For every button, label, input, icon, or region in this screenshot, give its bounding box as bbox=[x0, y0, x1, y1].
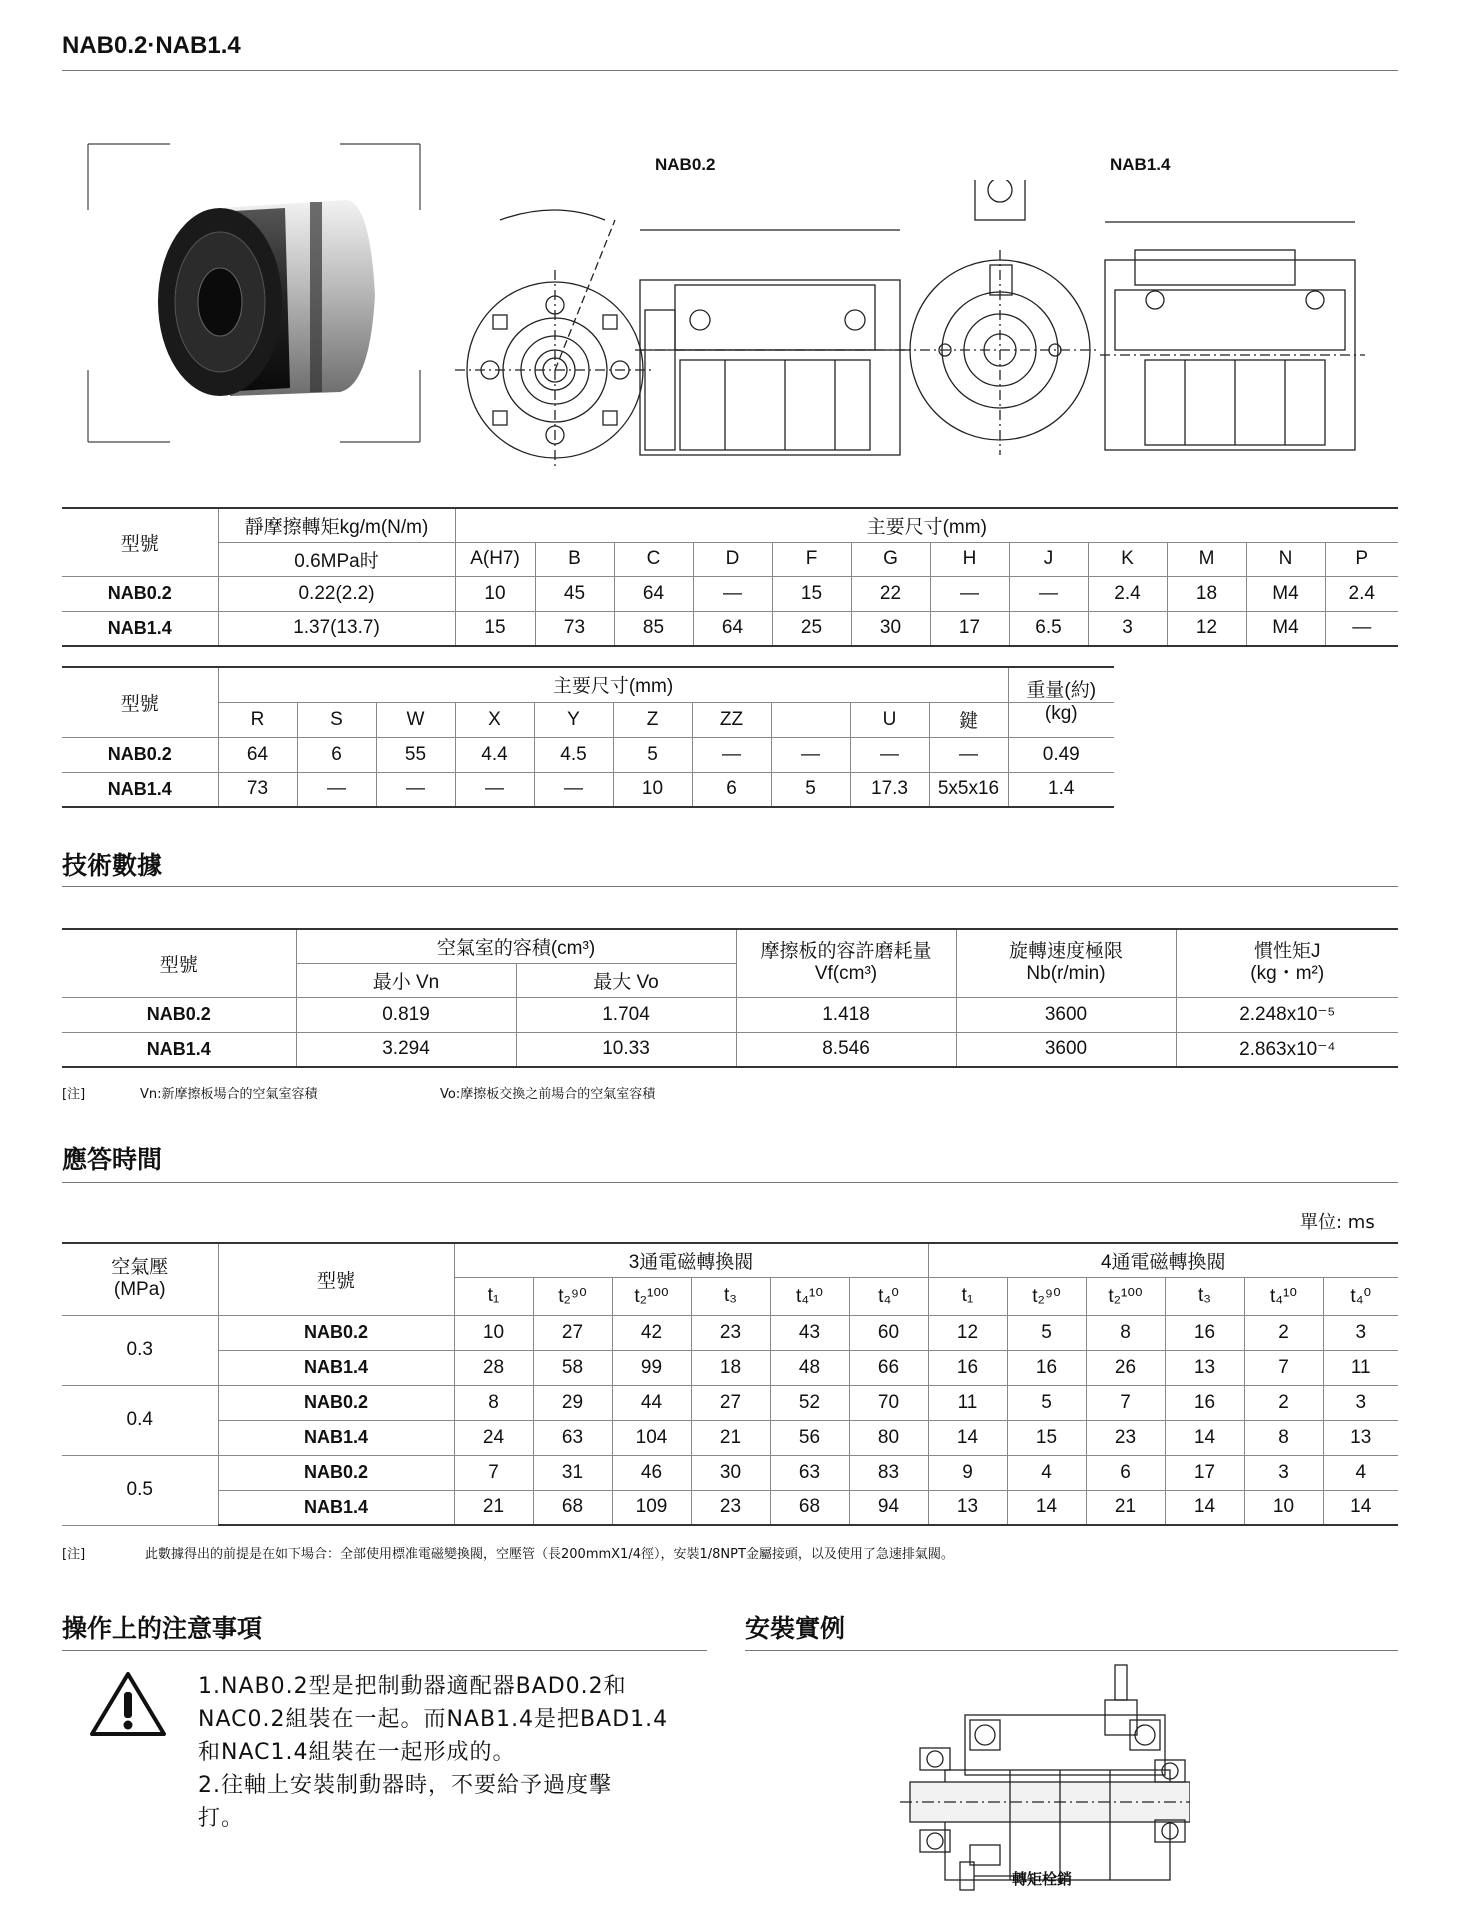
table-cell: 60 bbox=[849, 1315, 928, 1350]
column-header: U bbox=[850, 702, 929, 737]
table-cell: 14 bbox=[1007, 1490, 1086, 1525]
column-header: X bbox=[455, 702, 534, 737]
table-row bbox=[62, 997, 1398, 1032]
drawing-label-nab02: NAB0.2 bbox=[655, 155, 716, 174]
column-header: R bbox=[218, 702, 297, 737]
model-cell: NAB1.4 bbox=[218, 1350, 454, 1385]
column-header: W bbox=[376, 702, 455, 737]
table-cell: 99 bbox=[612, 1350, 691, 1385]
header-main-dims: 主要尺寸(mm) bbox=[218, 667, 1008, 702]
model-cell: NAB0.2 bbox=[62, 576, 218, 611]
table-cell: 30 bbox=[851, 611, 930, 646]
table-cell: 4 bbox=[1323, 1455, 1398, 1490]
section-divider bbox=[62, 1650, 707, 1651]
section-divider bbox=[62, 1182, 1398, 1183]
model-cell: NAB1.4 bbox=[62, 772, 218, 807]
table-cell: — bbox=[1325, 611, 1398, 646]
table-cell: — bbox=[1009, 576, 1088, 611]
header-4way-valve: 4通電磁轉換閥 bbox=[928, 1243, 1398, 1277]
table-cell: 4 bbox=[1007, 1455, 1086, 1490]
table-cell: — bbox=[693, 576, 772, 611]
table-cell: 27 bbox=[691, 1385, 770, 1420]
table-cell: 10 bbox=[455, 576, 535, 611]
column-header: ZZ bbox=[692, 702, 771, 737]
table-cell: 21 bbox=[691, 1420, 770, 1455]
column-header: t₁ bbox=[928, 1277, 1007, 1315]
table-cell: — bbox=[297, 772, 376, 807]
table-cell: 48 bbox=[770, 1350, 849, 1385]
title-divider bbox=[62, 70, 1398, 71]
table-cell: 14 bbox=[1165, 1490, 1244, 1525]
table-cell: — bbox=[692, 737, 771, 772]
tech-data-table bbox=[62, 928, 1398, 1068]
header-inertia bbox=[1176, 929, 1398, 997]
table-cell: 23 bbox=[691, 1490, 770, 1525]
column-header: J bbox=[1009, 542, 1088, 576]
table-cell: 46 bbox=[612, 1455, 691, 1490]
model-cell: NAB0.2 bbox=[62, 737, 218, 772]
table-row bbox=[62, 1032, 1398, 1067]
table-cell: 7 bbox=[1244, 1350, 1323, 1385]
model-cell: NAB1.4 bbox=[218, 1490, 454, 1525]
table-cell: 68 bbox=[770, 1490, 849, 1525]
table-cell: — bbox=[930, 576, 1009, 611]
pressure-cell: 0.5 bbox=[62, 1455, 218, 1525]
table-cell: 64 bbox=[693, 611, 772, 646]
table-cell: 58 bbox=[533, 1350, 612, 1385]
table-cell: 3600 bbox=[956, 1032, 1176, 1067]
table-cell: 7 bbox=[454, 1455, 533, 1490]
table-cell: 3 bbox=[1088, 611, 1167, 646]
table-cell: — bbox=[850, 737, 929, 772]
table-cell: 15 bbox=[455, 611, 535, 646]
model-cell: NAB1.4 bbox=[62, 1032, 296, 1067]
header-main-dims: 主要尺寸(mm) bbox=[455, 508, 1398, 542]
table-cell: 42 bbox=[612, 1315, 691, 1350]
table-cell: — bbox=[376, 772, 455, 807]
table-cell: 70 bbox=[849, 1385, 928, 1420]
table-cell: 1.418 bbox=[736, 997, 956, 1032]
header-torque: 靜摩擦轉矩kg/m(N/m) bbox=[218, 508, 455, 542]
note-vn: Vn:新摩擦板場合的空氣室容積 bbox=[140, 1087, 318, 1102]
column-header: 鍵 bbox=[929, 702, 1008, 737]
table-cell: 4.4 bbox=[455, 737, 534, 772]
table-cell: 24 bbox=[454, 1420, 533, 1455]
table-cell: 14 bbox=[928, 1420, 1007, 1455]
table-cell: 55 bbox=[376, 737, 455, 772]
column-header: t₄⁰ bbox=[849, 1277, 928, 1315]
column-header: t₂¹⁰⁰ bbox=[1086, 1277, 1165, 1315]
column-header: G bbox=[851, 542, 930, 576]
table-cell: 64 bbox=[614, 576, 693, 611]
dimension-table-2 bbox=[62, 666, 1114, 808]
table-cell: 1.704 bbox=[516, 997, 736, 1032]
column-header: H bbox=[930, 542, 1009, 576]
torque-cell: 1.37(13.7) bbox=[218, 611, 455, 646]
table-row bbox=[62, 1490, 1398, 1525]
table-cell: — bbox=[534, 772, 613, 807]
table-cell: 56 bbox=[770, 1420, 849, 1455]
table-cell: 28 bbox=[454, 1350, 533, 1385]
weight-cell: 0.49 bbox=[1008, 737, 1114, 772]
header-pressure bbox=[62, 1243, 218, 1315]
model-cell: NAB1.4 bbox=[62, 611, 218, 646]
table-cell: 2.863x10⁻⁴ bbox=[1176, 1032, 1398, 1067]
table-cell: 13 bbox=[1165, 1350, 1244, 1385]
table-cell: M4 bbox=[1246, 576, 1325, 611]
table-cell: 63 bbox=[770, 1455, 849, 1490]
table-row bbox=[62, 772, 1114, 807]
column-header: t₄¹⁰ bbox=[1244, 1277, 1323, 1315]
table-cell: 3 bbox=[1244, 1455, 1323, 1490]
table-cell: 31 bbox=[533, 1455, 612, 1490]
technical-drawing bbox=[455, 180, 1415, 470]
column-header: t₂⁹⁰ bbox=[533, 1277, 612, 1315]
table-cell: 45 bbox=[535, 576, 614, 611]
table-cell: 2 bbox=[1244, 1315, 1323, 1350]
table-cell: — bbox=[455, 772, 534, 807]
column-header: S bbox=[297, 702, 376, 737]
table-cell: 5x5x16 bbox=[929, 772, 1008, 807]
table-cell: 52 bbox=[770, 1385, 849, 1420]
table-cell: 2.248x10⁻⁵ bbox=[1176, 997, 1398, 1032]
column-header: t₃ bbox=[1165, 1277, 1244, 1315]
note-tag: [注] bbox=[62, 1087, 86, 1102]
table-cell: 80 bbox=[849, 1420, 928, 1455]
table-cell: 18 bbox=[1167, 576, 1246, 611]
table-cell: 104 bbox=[612, 1420, 691, 1455]
table-row bbox=[62, 611, 1398, 646]
table-cell: 17 bbox=[1165, 1455, 1244, 1490]
header-model: 型號 bbox=[62, 508, 218, 576]
table-cell: 23 bbox=[1086, 1420, 1165, 1455]
table-cell: 14 bbox=[1323, 1490, 1398, 1525]
column-header: A(H7) bbox=[455, 542, 535, 576]
table-cell: 44 bbox=[612, 1385, 691, 1420]
table-cell: 5 bbox=[771, 772, 850, 807]
table-cell: — bbox=[771, 737, 850, 772]
column-header: t₂¹⁰⁰ bbox=[612, 1277, 691, 1315]
column-header: t₃ bbox=[691, 1277, 770, 1315]
table-row bbox=[62, 1385, 1398, 1420]
table-cell: 8 bbox=[1244, 1420, 1323, 1455]
table-cell: 3 bbox=[1323, 1385, 1398, 1420]
section-title-install: 安裝實例 bbox=[745, 1614, 846, 1643]
table-cell: 17 bbox=[930, 611, 1009, 646]
header-wear-line2: Vf(cm³) bbox=[814, 963, 878, 985]
table-cell: M4 bbox=[1246, 611, 1325, 646]
column-header: B bbox=[535, 542, 614, 576]
table-row bbox=[62, 1455, 1398, 1490]
table-cell: 26 bbox=[1086, 1350, 1165, 1385]
table-cell: 13 bbox=[928, 1490, 1007, 1525]
header-model: 型號 bbox=[218, 1243, 454, 1315]
table-cell: 7 bbox=[1086, 1385, 1165, 1420]
note-vo: Vo:摩擦板交換之前場合的空氣室容積 bbox=[440, 1087, 656, 1102]
table-cell: 12 bbox=[928, 1315, 1007, 1350]
table-row bbox=[62, 1350, 1398, 1385]
response-time-table bbox=[62, 1242, 1398, 1526]
table-cell: 21 bbox=[454, 1490, 533, 1525]
header-speed-line2: Nb(r/min) bbox=[1026, 963, 1106, 985]
column-header: P bbox=[1325, 542, 1398, 576]
drawing-label-nab14: NAB1.4 bbox=[1110, 155, 1171, 174]
column-header: F bbox=[772, 542, 851, 576]
section-title-caution: 操作上的注意事項 bbox=[62, 1614, 263, 1643]
table-cell: 2.4 bbox=[1325, 576, 1398, 611]
table-cell: 63 bbox=[533, 1420, 612, 1455]
column-header: M bbox=[1167, 542, 1246, 576]
table-cell: 6.5 bbox=[1009, 611, 1088, 646]
table-cell: 13 bbox=[1323, 1420, 1398, 1455]
column-header: K bbox=[1088, 542, 1167, 576]
column-header: C bbox=[614, 542, 693, 576]
unit-label: 單位: ms bbox=[1300, 1212, 1375, 1233]
section-divider bbox=[745, 1650, 1398, 1651]
caution-text bbox=[198, 1670, 668, 1835]
header-air-volume: 空氣室的容積(cm³) bbox=[296, 929, 736, 963]
table-cell: 23 bbox=[691, 1315, 770, 1350]
table-cell: 68 bbox=[533, 1490, 612, 1525]
model-cell: NAB0.2 bbox=[62, 997, 296, 1032]
table-cell: 5 bbox=[1007, 1315, 1086, 1350]
caution-line: 和NAC1.4組裝在一起形成的。 bbox=[198, 1740, 516, 1765]
product-photo bbox=[80, 130, 430, 450]
header-wear-line1: 摩擦板的容許磨耗量 bbox=[760, 941, 932, 963]
table-row bbox=[62, 1315, 1398, 1350]
table-cell: 6 bbox=[692, 772, 771, 807]
table-cell: 10 bbox=[1244, 1490, 1323, 1525]
table-cell: 22 bbox=[851, 576, 930, 611]
table-cell: 6 bbox=[1086, 1455, 1165, 1490]
caution-line: 2.往軸上安裝制動器時，不要給予過度擊 bbox=[198, 1773, 612, 1798]
header-max: 最大 Vo bbox=[516, 963, 736, 997]
table-cell: 85 bbox=[614, 611, 693, 646]
table-cell: 16 bbox=[1165, 1385, 1244, 1420]
table-cell: 8 bbox=[1086, 1315, 1165, 1350]
table-cell: 3.294 bbox=[296, 1032, 516, 1067]
header-model: 型號 bbox=[62, 929, 296, 997]
table-cell: 73 bbox=[535, 611, 614, 646]
response-note: 此數據得出的前提是在如下場合：全部使用標准電磁變換閥，空壓管（長200mmX1/4徑），安裝1/8NPT金屬接頭，以及使用了急速排氣閥。 bbox=[145, 1547, 954, 1562]
table-cell: 17.3 bbox=[850, 772, 929, 807]
header-model: 型號 bbox=[62, 667, 218, 737]
header-speed-line1: 旋轉速度極限 bbox=[1008, 941, 1123, 963]
torque-pressure: 0.6MPa时 bbox=[218, 542, 455, 576]
page-title: NAB0.2·NAB1.4 bbox=[62, 32, 241, 59]
header-speed bbox=[956, 929, 1176, 997]
table-cell: 66 bbox=[849, 1350, 928, 1385]
table-cell: 3600 bbox=[956, 997, 1176, 1032]
table-cell: 10 bbox=[613, 772, 692, 807]
table-cell: 11 bbox=[1323, 1350, 1398, 1385]
header-pressure-line2: (MPa) bbox=[113, 1279, 166, 1301]
table-cell: 8 bbox=[454, 1385, 533, 1420]
table-cell: 25 bbox=[772, 611, 851, 646]
weight-cell: 1.4 bbox=[1008, 772, 1114, 807]
table-cell: 16 bbox=[1007, 1350, 1086, 1385]
table-cell: — bbox=[929, 737, 1008, 772]
table-cell: 18 bbox=[691, 1350, 770, 1385]
table-cell: 2 bbox=[1244, 1385, 1323, 1420]
table-cell: 15 bbox=[772, 576, 851, 611]
column-header: N bbox=[1246, 542, 1325, 576]
pressure-cell: 0.4 bbox=[62, 1385, 218, 1455]
model-cell: NAB0.2 bbox=[218, 1315, 454, 1350]
header-pressure-line1: 空氣壓 bbox=[111, 1257, 169, 1279]
column-header bbox=[771, 702, 850, 737]
table-cell: 0.819 bbox=[296, 997, 516, 1032]
header-inertia-line1: 慣性矩J bbox=[1253, 941, 1321, 963]
table-cell: 64 bbox=[218, 737, 297, 772]
table-cell: 15 bbox=[1007, 1420, 1086, 1455]
table-row bbox=[62, 1420, 1398, 1455]
table-cell: 11 bbox=[928, 1385, 1007, 1420]
table-cell: 6 bbox=[297, 737, 376, 772]
warning-icon bbox=[88, 1668, 168, 1740]
column-header: Z bbox=[613, 702, 692, 737]
caution-line: 打。 bbox=[198, 1806, 245, 1831]
table-cell: 109 bbox=[612, 1490, 691, 1525]
table-cell: 30 bbox=[691, 1455, 770, 1490]
table-cell: 27 bbox=[533, 1315, 612, 1350]
table-cell: 14 bbox=[1165, 1420, 1244, 1455]
table-row bbox=[62, 737, 1114, 772]
model-cell: NAB0.2 bbox=[218, 1455, 454, 1490]
section-divider bbox=[62, 886, 1398, 887]
column-header: t₁ bbox=[454, 1277, 533, 1315]
table-row bbox=[62, 576, 1398, 611]
header-inertia-line2: (kg・m²) bbox=[1250, 963, 1325, 985]
table-cell: 2.4 bbox=[1088, 576, 1167, 611]
caution-line: NAC0.2組裝在一起。而NAB1.4是把BAD1.4 bbox=[198, 1707, 669, 1732]
weight-unit: (kg) bbox=[1008, 702, 1114, 737]
table-cell: 21 bbox=[1086, 1490, 1165, 1525]
table-cell: 5 bbox=[1007, 1385, 1086, 1420]
table-cell: 10.33 bbox=[516, 1032, 736, 1067]
torque-cell: 0.22(2.2) bbox=[218, 576, 455, 611]
table-cell: 43 bbox=[770, 1315, 849, 1350]
header-3way-valve: 3通電磁轉換閥 bbox=[454, 1243, 928, 1277]
table-cell: 16 bbox=[1165, 1315, 1244, 1350]
header-min: 最小 Vn bbox=[296, 963, 516, 997]
column-header: t₂⁹⁰ bbox=[1007, 1277, 1086, 1315]
torque-pin-label: 轉矩栓銷 bbox=[1012, 1870, 1073, 1888]
table-cell: 8.546 bbox=[736, 1032, 956, 1067]
pressure-cell: 0.3 bbox=[62, 1315, 218, 1385]
model-cell: NAB0.2 bbox=[218, 1385, 454, 1420]
table-cell: 3 bbox=[1323, 1315, 1398, 1350]
table-cell: 29 bbox=[533, 1385, 612, 1420]
table-cell: 10 bbox=[454, 1315, 533, 1350]
column-header: D bbox=[693, 542, 772, 576]
caution-line: 1.NAB0.2型是把制動器適配器BAD0.2和 bbox=[198, 1674, 627, 1699]
table-cell: 4.5 bbox=[534, 737, 613, 772]
table-cell: 12 bbox=[1167, 611, 1246, 646]
column-header: t₄⁰ bbox=[1323, 1277, 1398, 1315]
table-cell: 5 bbox=[613, 737, 692, 772]
note-tag: [注] bbox=[62, 1547, 86, 1562]
column-header: Y bbox=[534, 702, 613, 737]
table-cell: 16 bbox=[928, 1350, 1007, 1385]
model-cell: NAB1.4 bbox=[218, 1420, 454, 1455]
section-title-tech: 技術數據 bbox=[62, 851, 163, 880]
header-weight: 重量(約) bbox=[1008, 667, 1114, 702]
table-cell: 9 bbox=[928, 1455, 1007, 1490]
table-cell: 83 bbox=[849, 1455, 928, 1490]
table-cell: 94 bbox=[849, 1490, 928, 1525]
header-wear bbox=[736, 929, 956, 997]
table-cell: 73 bbox=[218, 772, 297, 807]
column-header: t₄¹⁰ bbox=[770, 1277, 849, 1315]
section-title-response: 應答時間 bbox=[62, 1145, 163, 1174]
dimension-table-1 bbox=[62, 507, 1398, 647]
